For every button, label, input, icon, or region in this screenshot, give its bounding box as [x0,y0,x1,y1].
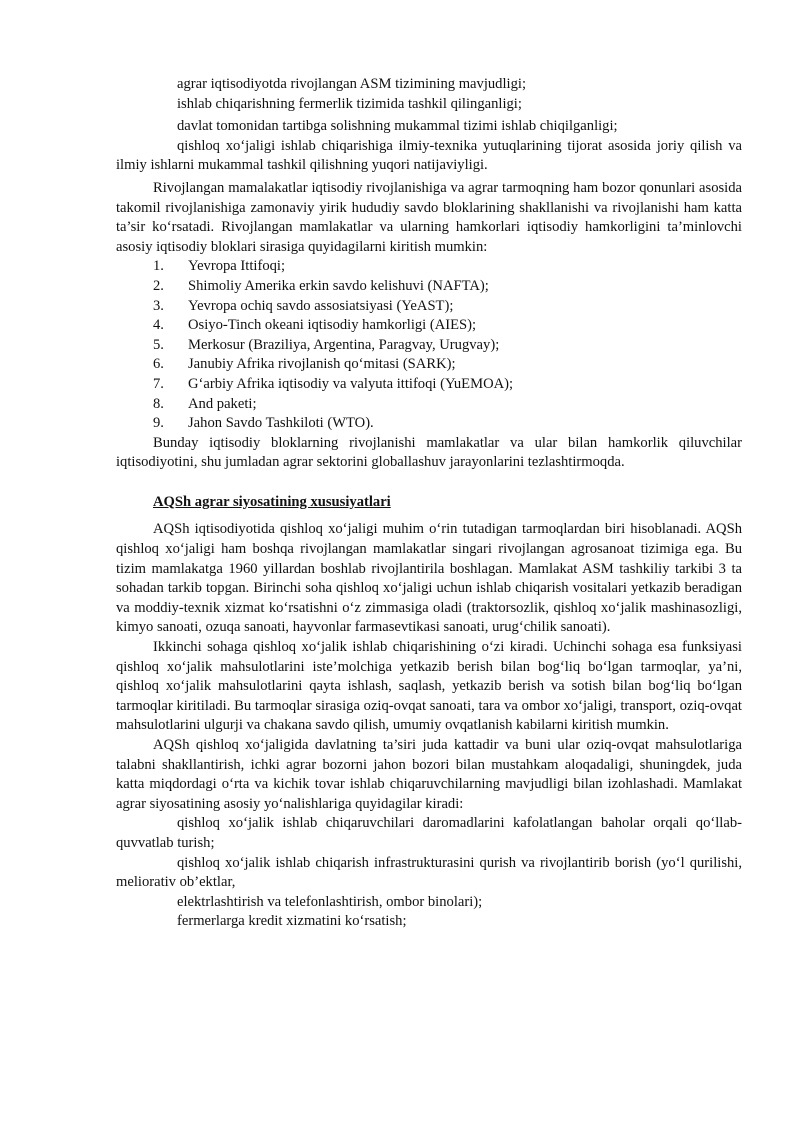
list-item-text: Janubiy Afrika rivojlanish qo‘mitasi (SARK); [188,356,456,373]
list-item [116,316,742,336]
list-item [116,297,742,317]
list-item-number: 2. [153,277,164,294]
page-body [116,75,742,932]
list-item [116,355,742,375]
paragraph-globalization: Bunday iqtisodiy bloklarning rivojlanishi mamlakatlar va ular bilan hamkorlik qiluvchilar iqtisodiyotini, shu jumladan agrar sektorini globallashuv jarayonlarini tezlashtirmoqda. [116,434,742,471]
paragraph-usa-3: AQSh qishloq xo‘jaligida davlatning ta’siri juda kattadir va buni ular oziq-ovqat mahsulotlariga talabni shakllantirish, ichki agrar bozorni jahon bozori bilan mustahkam aloqadaligi, shuningdek, juda katta miqdordagi o‘rta va kichik tovar ishlab chiqaruvchilarning mavjudligi bilan izohlashadi. Mamlakat agrar siyosatining asosiy yo‘nalishlariga quyidagilar kiradi: [116,737,742,812]
intro-bullet: davlat tomonidan tartibga solishning mukammal tizimi ishlab chiqilganligi; [177,118,618,135]
list-item-number: 6. [153,356,164,373]
policy-item: qishloq xo‘jalik ishlab chiqaruvchilari daromadlarini kafolatlangan baholar orqali qo‘llab- quvvatlab turish; [116,815,742,851]
intro-bullet: ishlab chiqarishning fermerlik tizimida tashkil qilinganligi; [177,95,522,112]
list-item [116,414,742,434]
list-item-text: Jahon Savdo Tashkiloti (WTO). [188,415,374,432]
list-item-text: Yevropa ochiq savdo assosiatsiyasi (YeAST); [188,297,454,314]
paragraph-blocs: Rivojlangan mamalakatlar iqtisodiy rivojlanishiga va agrar tarmoqning ham bozor qonunlari asosida takomil rivojlanishiga zamonaviy yirik hududiy savdo bloklarining shakllanishi va rivojlanishi ham katta ta’sir ko‘rsatadi. Rivojlangan mamlakatlar va ularning hamkorlari iqtisodiy hamkorligini ta’minlovchi asosiy iqtisodiy bloklari sirasiga quyidagilarni kiritish mumkin: [116,179,742,255]
paragraph-usa-1: AQSh iqtisodiyotida qishloq xo‘jaligi muhim o‘rin tutadigan tarmoqlardan biri hisoblanadi. AQSh qishloq xo‘jaligi ham boshqa rivojlangan mamlakatlar singari rivojlangan agrosanoat tizimiga ega. Bu tizim mamlakatga 1960 yillardan boshlab rivojlantirila boshlagan. Mamlakat ASM tashkiliy tarkibi 3 ta sohadan tarkib topgan. Birinchi soha qishloq xo‘jaligi uchun ishlab chiqarish vositalari yetkazib beradigan va moddiy-texnik xizmat ko‘rsatishni o‘z zimmasiga oladi (traktorsozlik, qishloq xo‘jalik mashinasozligi, kimyo sanoati, ozuqa sanoati, hayvonlar farmasevtikasi sanoati, urug‘chilik sanoati). [116,521,742,636]
list-item-text: And paketi; [188,395,257,412]
intro-bullet: qishloq xo‘jaligi ishlab chiqarishiga ilmiy-texnika yutuqlarining tijorat asosida joriy qilish va ilmiy ishlarni mukammal tashkil qilishning yuqori natijaviyligi. [116,137,742,174]
list-item [116,375,742,395]
list-item-number: 3. [153,297,164,314]
list-item-text: Merkosur (Braziliya, Argentina, Paragvay, Urugvay); [188,336,500,353]
list-item [116,257,742,277]
policy-item: qishloq xo‘jalik ishlab chiqarish infrastrukturasini qurish va rivojlantirib borish (yo‘l qurilishi, meliorativ ob’ektlar, [116,854,742,891]
policy-item: elektrlashtirish va telefonlashtirish, ombor binolari); [177,893,483,910]
list-item-text: G‘arbiy Afrika iqtisodiy va valyuta ittifoqi (YuEMOA); [188,375,514,392]
list-item-number: 5. [153,336,164,353]
policy-item: fermerlarga kredit xizmatini ko‘rsatish; [177,913,407,930]
intro-bullet: agrar iqtisodiyotda rivojlangan ASM tizimining mavjudligi; [177,76,526,92]
list-item-text: Shimoliy Amerika erkin savdo kelishuvi (NAFTA); [188,277,489,294]
list-item [116,395,742,415]
list-item-number: 7. [153,375,164,392]
list-item-text: Osiyo-Tinch okeani iqtisodiy hamkorligi (AIES); [188,317,477,334]
section-heading: AQSh agrar siyosatining xususiyatlari [153,493,391,510]
list-item [116,277,742,297]
list-item [116,336,742,356]
list-item-number: 4. [153,317,164,334]
list-item-number: 1. [153,258,164,275]
list-item-number: 8. [153,395,164,412]
blocs-list [116,257,742,433]
list-item-number: 9. [153,415,164,432]
list-item-text: Yevropa Ittifoqi; [188,258,286,275]
paragraph-usa-2: Ikkinchi sohaga qishloq xo‘jalik ishlab chiqarishining o‘zi kiradi. Uchinchi sohaga esa funksiyasi qishloq xo‘jalik mahsulotlarini iste’molchiga yetkazib berish bilan bog‘liq bo‘lgan tarmoqlar, ya’ni, qishloq xo‘jalik mahsulotlarini qayta ishlash, saqlash, yetkazib berish va sotish bilan bog‘liq bo‘lgan tarmoqlar kiritiladi. Bu tarmoqlar sirasiga oziq-ovqat sanoati, tara va ombor xo‘jaligi, transport, oziq-ovqat mahsulotlarini ulgurji va chakana savdo qilish, umumiy ovqatlanish kabilarni kiritish mumkin. [116,639,742,734]
